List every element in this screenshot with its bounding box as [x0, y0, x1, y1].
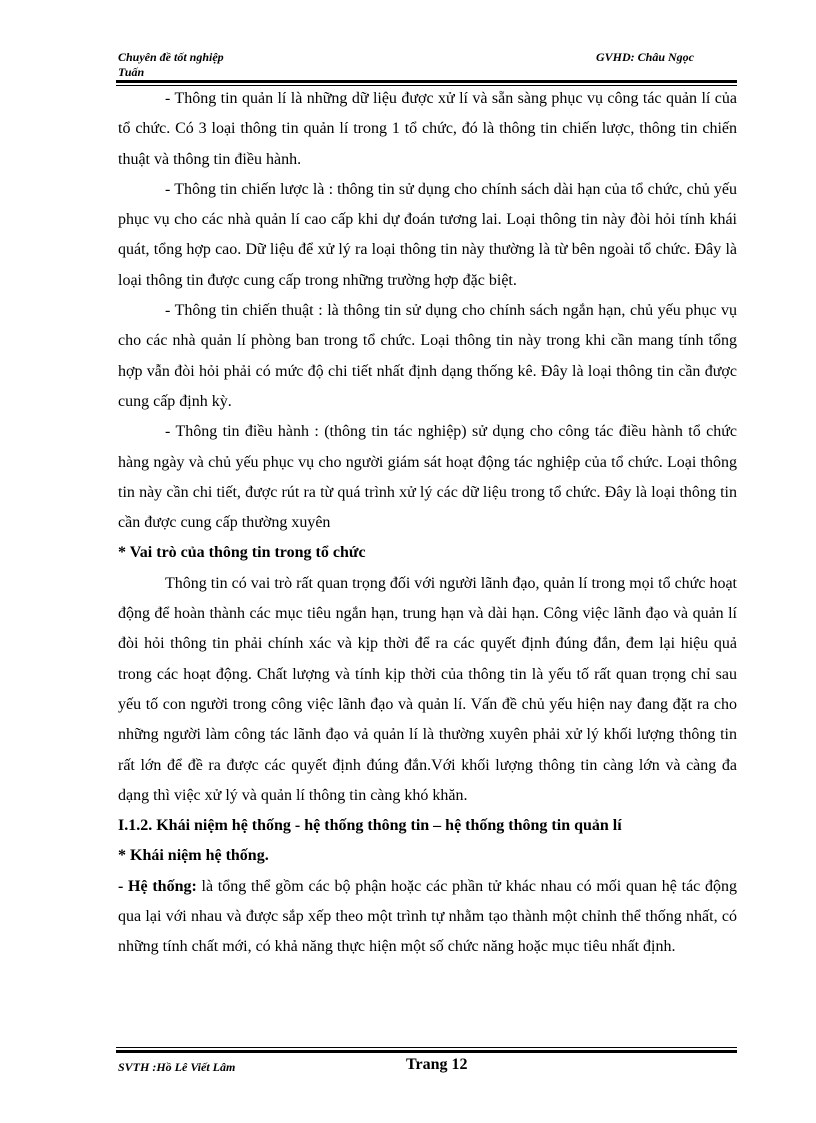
- footer-rule-thin: [116, 1047, 737, 1048]
- header-advisor: GVHD: Châu Ngọc: [596, 50, 695, 64]
- page-number: Trang 12: [406, 1056, 468, 1073]
- definition-system: là tổng thể gồm các bộ phận hoặc các phần tử khác nhau có mối quan hệ tác động qua lại với nhau và được sắp xếp theo một trình tự nhằm tạo thành một chỉnh thể thống nhất, có những tính chất mới, có khả năng thực hiện một số chức năng hoặc mục tiêu nhất định.: [118, 877, 738, 956]
- footer-student: SVTH :Hồ Lê Viết Lâm: [118, 1060, 236, 1074]
- paragraph-operational-info: - Thông tin điều hành : (thông tin tác nghiệp) sử dụng cho công tác điều hành tổ chức hàng ngày và chủ yếu phục vụ cho người giám sát hoạt động tác nghiệp của tổ chức. Loại thông tin này cần chi tiết, được rút ra từ quá trình xử lý các dữ liệu trong tổ chức. Đây là loại thông tin cần được cung cấp thường xuyên: [118, 423, 737, 532]
- paragraph-role-of-info: Thông tin có vai trò rất quan trọng đối với người lãnh đạo, quản lí trong mọi tổ chức hoạt động để hoàn thành các mục tiêu ngắn hạn, trung hạn và dài hạn. Công việc lãnh đạo và quản lí đòi hỏi thông tin phải chính xác và kịp thời để ra các quyết định đúng đắn, đem lại hiệu quả trong các hoạt động. Chất lượng và tính kịp thời của thông tin là yếu tố rất quan trọng chỉ sau yếu tố con người trong công việc lãnh đạo và quản lí. Vấn đề chủ yếu hiện nay đang đặt ra cho những người làm công tác lãnh đạo vả quản lí là thường xuyên phải xử lý khối lượng thông tin rất lớn để đề ra được các quyết định đúng đắn.Với khối lượng thông tin càng lớn và càng đa dạng thì việc xử lý và quản lí thông tin càng khó khăn.: [118, 574, 737, 804]
- heading-role-of-info: * Vai trò của thông tin trong tổ chức: [118, 544, 366, 562]
- paragraph-system-definition: [118, 872, 737, 963]
- header-rule-thick: [116, 80, 737, 83]
- heading-system-concept: * Khái niệm hệ thống.: [118, 847, 269, 865]
- paragraph-tactical-info: - Thông tin chiến thuật : là thông tin sử dụng cho chính sách ngắn hạn, chủ yếu phục vụ cho các nhà quản lí phòng ban trong tổ chức. Loại thông tin này trong khi cần mang tính tổng hợp vẫn đòi hỏi phải có mức độ chi tiết nhất định dạng thống kê. Đây là loại thông tin cần được cung cấp định kỳ.: [118, 302, 737, 410]
- term-system: - Hệ thống:: [118, 877, 197, 895]
- paragraph-management-info: - Thông tin quản lí là những dữ liệu được xử lí và sẵn sàng phục vụ công tác quản lí của tổ chức. Có 3 loại thông tin quản lí trong 1 tổ chức, đó là thông tin chiến lược, thông tin chiến thuật và thông tin điều hành.: [118, 90, 737, 168]
- paragraph-strategic-info: - Thông tin chiến lược là : thông tin sử dụng cho chính sách dài hạn của tổ chức, chủ yếu phục vụ cho các nhà quản lí cao cấp khi dự đoán tương lai. Loại thông tin này đòi hỏi tính khái quát, tổng hợp cao. Dữ liệu để xử lý ra loại thông tin này thường là từ bên ngoài tổ chức. Đây là loại thông tin được cung cấp trong những trường hợp đặc biệt.: [118, 180, 737, 289]
- page-body: [118, 84, 737, 963]
- footer-rule-thick: [116, 1050, 737, 1053]
- section-heading-system-concepts: I.1.2. Khái niệm hệ thống - hệ thống thông tin – hệ thống thông tin quản lí: [118, 817, 622, 835]
- header-title: Chuyên đề tốt nghiệp Tuấn: [118, 50, 224, 79]
